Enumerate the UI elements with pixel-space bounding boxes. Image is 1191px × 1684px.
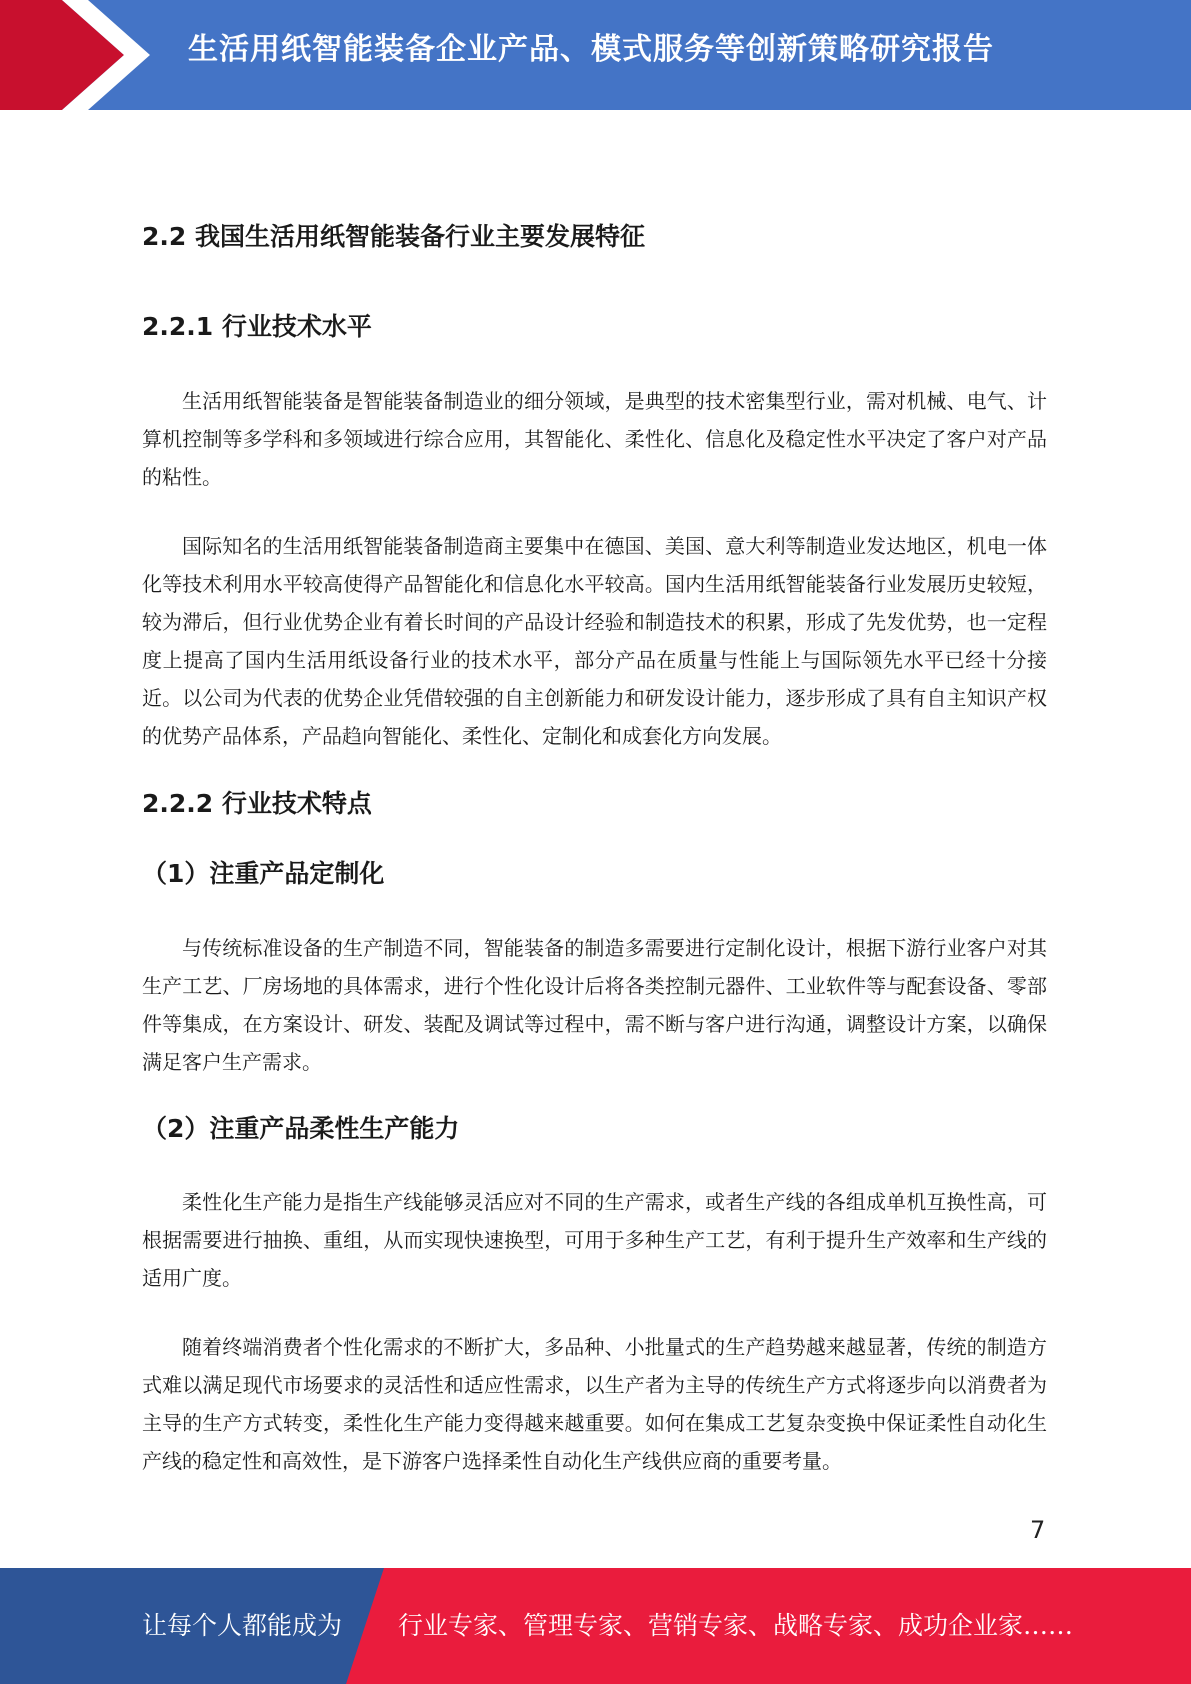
paragraph-technology-level-1: 生活用纸智能装备是智能装备制造业的细分领域，是典型的技术密集型行业，需对机械、电气、计算机控制等多学科和多领域进行综合应用，其智能化、柔性化、信息化及稳定性水平决定了客户对产品的粘性。 (142, 389, 1047, 489)
subsection-heading-technology-level: 2.2.1 行业技术水平 (142, 312, 372, 341)
paragraph-technology-level-2: 国际知名的生活用纸智能装备制造商主要集中在德国、美国、意大利等制造业发达地区，机电一体化等技术利用水平较高使得产品智能化和信息化水平较高。国内生活用纸智能装备行业发展历史较短，较为滞后，但行业优势企业有着长时间的产品设计经验和制造技术的积累，形成了先发优势，也一定程度上提高了国内生活用纸设备行业的技术水平，部分产品在质量与性能上与国际领先水平已经十分接近。以公司为代表的优势企业凭借较强的自主创新能力和研发设计能力，逐步形成了具有自主知识产权的优势产品体系，产品趋向智能化、柔性化、定制化和成套化方向发展。 (142, 534, 1047, 748)
page-number: 7 (1030, 1516, 1046, 1544)
report-title: 生活用纸智能装备企业产品、模式服务等创新策略研究报告 (188, 32, 994, 67)
footer-slogan-right: 行业专家、管理专家、营销专家、战略专家、成功企业家…… (398, 1611, 1074, 1640)
report-footer-band (0, 1568, 1191, 1684)
point-heading-flexible-production: （2）注重产品柔性生产能力 (142, 1114, 460, 1143)
point-heading-customization: （1）注重产品定制化 (142, 859, 385, 888)
report-header-band (0, 0, 1191, 110)
subsection-heading-technology-features: 2.2.2 行业技术特点 (142, 789, 372, 818)
paragraph-flexible-production-2: 随着终端消费者个性化需求的不断扩大，多品种、小批量式的生产趋势越来越显著，传统的制造方式难以满足现代市场要求的灵活性和适应性需求，以生产者为主导的传统生产方式将逐步向以消费者为主导的生产方式转变，柔性化生产能力变得越来越重要。如何在集成工艺复杂变换中保证柔性自动化生产线的稳定性和高效性，是下游客户选择柔性自动化生产线供应商的重要考量。 (142, 1335, 1047, 1473)
footer-slogan-left: 让每个人都能成为 (142, 1611, 343, 1640)
paragraph-flexible-production-1: 柔性化生产能力是指生产线能够灵活应对不同的生产需求，或者生产线的各组成单机互换性高，可根据需要进行抽换、重组，从而实现快速换型，可用于多种生产工艺，有利于提升生产效率和生产线的适用广度。 (142, 1190, 1047, 1290)
section-heading: 2.2 我国生活用纸智能装备行业主要发展特征 (142, 222, 645, 251)
paragraph-customization: 与传统标准设备的生产制造不同，智能装备的制造多需要进行定制化设计，根据下游行业客户对其生产工艺、厂房场地的具体需求，进行个性化设计后将各类控制元器件、工业软件等与配套设备、零部件等集成，在方案设计、研发、装配及调试等过程中，需不断与客户进行沟通，调整设计方案，以确保满足客户生产需求。 (142, 936, 1047, 1074)
